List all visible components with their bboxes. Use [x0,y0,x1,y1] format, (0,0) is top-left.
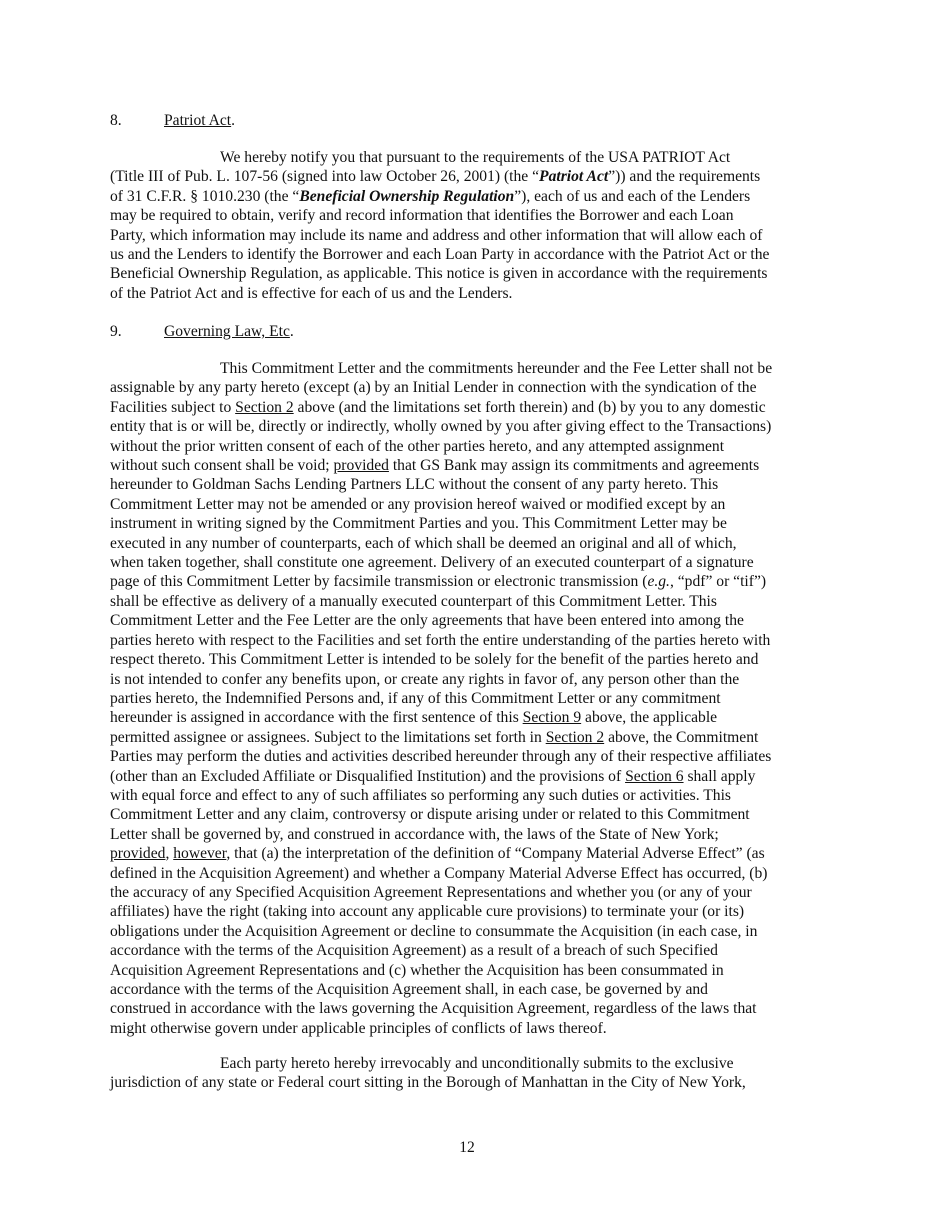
text-line: executed in any number of counterparts, each of which shall be deemed an original and all of which, [110,534,737,552]
text-line: page of this Commitment Letter by facsimile transmission or electronic transmission (e.g., “pdf” or “tif”) [110,573,767,591]
text-line: defined in the Acquisition Agreement) and whether a Company Material Adverse Effect has occurred, (b) [110,864,768,882]
text-line: may be required to obtain, verify and record information that identifies the Borrower and each Loan [110,207,734,225]
text-line: without such consent shall be void; provided that GS Bank may assign its commitments and agreements [110,457,760,475]
section-title: Patriot Act [164,112,232,129]
text-line: Letter shall be governed by, and construed in accordance with, the laws of the State of New York; [110,825,719,843]
text-line: us and the Lenders to identify the Borrower and each Loan Party in accordance with the Patriot Act or the [110,246,770,264]
text-line: hereunder is assigned in accordance with the first sentence of this Section 9 above, the applicable [110,709,718,727]
text-line: Commitment Letter and the Fee Letter are the only agreements that have been entered into among the [110,612,744,630]
text-line: obligations under the Acquisition Agreement or decline to consummate the Acquisition (in each case, in [110,922,758,940]
text-line: parties hereto, the Indemnified Persons and, if any of this Commitment Letter or any commitment [110,689,721,707]
section-number: 9. [110,323,122,340]
section-title: Governing Law, Etc [164,323,290,340]
text-line: (other than an Excluded Affiliate or Disqualified Institution) and the provisions of Section 6 shall apply [110,767,756,785]
defined-term: Beneficial Ownership Regulation [299,187,515,205]
text-line: (Title III of Pub. L. 107-56 (signed into law October 26, 2001) (the “Patriot Act”)) and the requirements [110,168,761,186]
text-line: parties hereto with respect to the Facilities and set forth the entire understanding of the parties hereto with [110,631,771,649]
page-number: 12 [459,1139,475,1156]
text-line: accordance with the terms of the Acquisition Agreement) as a result of a breach of such Specified [110,942,718,960]
text-line: Acquisition Agreement Representations and (c) whether the Acquisition has been consummated in [110,961,724,979]
text-line: permitted assignee or assignees. Subject to the limitations set forth in Section 2 above, the Commitment [110,728,759,746]
defined-term: Patriot Act [539,168,609,186]
text-line: construed in accordance with the laws governing the Acquisition Agreement, regardless of the laws that [110,1000,757,1018]
section-9-heading [110,322,294,341]
text-line: We hereby notify you that pursuant to the requirements of the USA PATRIOT Act [220,149,731,166]
italic-term: e.g. [647,573,670,591]
underlined-term: provided [110,845,166,863]
underlined-term: Section 2 [235,398,294,416]
underlined-term: provided [333,457,389,475]
text-line: Beneficial Ownership Regulation, as applicable. This notice is given in accordance with the requirements [110,265,768,283]
text-line: provided, however, that (a) the interpretation of the definition of “Company Material Adverse Effect” (as [110,845,765,863]
text-line: This Commitment Letter and the commitments hereunder and the Fee Letter shall not be [220,360,773,377]
text-line: Commitment Letter and any claim, controversy or dispute arising under or related to this Commitment [110,806,750,824]
underlined-term: Section 6 [625,767,684,785]
text-line: might otherwise govern under applicable principles of conflicts of laws thereof. [110,1019,607,1037]
text-line: entity that is or will be, directly or indirectly, wholly owned by you after giving effect to the Transactions) [110,418,772,436]
text-line: the accuracy of any Specified Acquisition Agreement Representations and whether you (or any of your [110,883,752,901]
text-line: when taken together, shall constitute one agreement. Delivery of an executed counterpart of a signature [110,554,754,572]
section-9-paragraph-1 [110,359,840,1038]
section-8-paragraph [110,148,840,303]
section-number: 8. [110,112,122,129]
text-line: Party, which information may include its name and address and other information that will allow each of [110,226,763,244]
text-line: Facilities subject to Section 2 above (and the limitations set forth therein) and (b) by you to any domestic [110,398,766,416]
text-line: accordance with the terms of the Acquisition Agreement shall, in each case, be governed by and [110,981,708,998]
text-line: of the Patriot Act and is effective for each of us and the Lenders. [110,284,513,302]
text-line: instrument in writing signed by the Commitment Parties and you. This Commitment Letter may be [110,515,727,533]
underlined-term: Section 2 [545,728,605,746]
text-line: with equal force and effect to any of such affiliates so performing any such duties or activities. This [110,786,731,804]
section-9-paragraph-2 [110,1054,840,1093]
text-line: Each party hereto hereby irrevocably and unconditionally submits to the exclusive [220,1055,734,1072]
text-line: Commitment Letter may not be amended or any provision hereof waived or modified except by an [110,495,726,513]
text-line: hereunder to Goldman Sachs Lending Partners LLC without the consent of any party hereto. This [110,476,719,494]
underlined-term: however [173,845,227,863]
text-line: without the prior written consent of each of the other parties hereto, and any attempted assignment [110,437,725,455]
text-line: respect thereto. This Commitment Letter is intended to be solely for the benefit of the parties hereto and [110,651,759,669]
text-line: is not intended to confer any benefits upon, or create any rights in favor of, any person other than the [110,670,740,688]
underlined-term: Section 9 [522,709,582,727]
section-title-punctuation: . [231,112,236,129]
text-line: jurisdiction of any state or Federal court sitting in the Borough of Manhattan in the City of New York, [110,1074,746,1092]
text-line: affiliates) have the right (taking into account any applicable cure provisions) to terminate your (or its) [110,903,745,921]
section-8-heading [110,111,235,130]
text-line: shall be effective as delivery of a manually executed counterpart of this Commitment Letter. This [110,592,717,610]
text-line: Parties may perform the duties and activities described hereunder through any of their respective affiliates [110,748,772,766]
text-line: of 31 C.F.R. § 1010.230 (the “Beneficial Ownership Regulation”), each of us and each of the Lenders [110,187,751,205]
text-line: assignable by any party hereto (except (a) by an Initial Lender in connection with the syndication of the [110,379,757,397]
section-title-punctuation: . [289,323,294,340]
